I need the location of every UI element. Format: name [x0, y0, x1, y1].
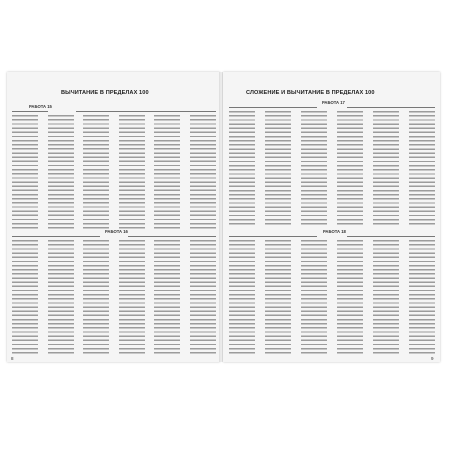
exercise-column — [48, 239, 74, 354]
divider — [12, 236, 100, 237]
left-page-number: 8 — [11, 356, 14, 361]
exercise-column — [301, 110, 327, 225]
divider — [12, 111, 48, 112]
exercise-column — [229, 110, 255, 225]
exercise-column — [119, 239, 145, 354]
left-section-1-heading: РАБОТА 15 — [29, 104, 52, 109]
left-section-2-heading: РАБОТА 16 — [105, 229, 128, 234]
right-section-1-heading: РАБОТА 17 — [322, 100, 345, 105]
exercise-column — [373, 239, 399, 354]
exercise-column — [48, 114, 74, 229]
divider — [76, 111, 216, 112]
exercise-column — [337, 110, 363, 225]
exercise-column — [190, 114, 216, 229]
exercise-column — [301, 239, 327, 354]
exercise-column — [190, 239, 216, 354]
left-section-1-exercises — [12, 114, 216, 229]
divider — [128, 236, 216, 237]
exercise-column — [409, 239, 435, 354]
right-page — [223, 72, 440, 362]
exercise-column — [154, 114, 180, 229]
exercise-column — [12, 239, 38, 354]
exercise-column — [83, 239, 109, 354]
left-section-2-exercises — [12, 239, 216, 354]
divider — [229, 107, 317, 108]
right-page-title: СЛОЖЕНИЕ И ВЫЧИТАНИЕ В ПРЕДЕЛАХ 100 — [246, 90, 375, 96]
left-page — [7, 72, 220, 362]
right-section-1-exercises — [229, 110, 435, 225]
divider — [229, 236, 317, 237]
exercise-column — [154, 239, 180, 354]
exercise-column — [337, 239, 363, 354]
left-page-title: ВЫЧИТАНИЕ В ПРЕДЕЛАХ 100 — [61, 90, 149, 96]
exercise-column — [119, 114, 145, 229]
exercise-column — [83, 114, 109, 229]
exercise-column — [409, 110, 435, 225]
right-page-number: 9 — [431, 356, 434, 361]
right-section-2-heading: РАБОТА 18 — [323, 229, 346, 234]
exercise-column — [12, 114, 38, 229]
divider — [347, 236, 435, 237]
exercise-column — [373, 110, 399, 225]
exercise-column — [229, 239, 255, 354]
divider — [347, 107, 435, 108]
exercise-column — [265, 110, 291, 225]
workbook-spread — [7, 72, 440, 362]
exercise-column — [265, 239, 291, 354]
right-section-2-exercises — [229, 239, 435, 354]
